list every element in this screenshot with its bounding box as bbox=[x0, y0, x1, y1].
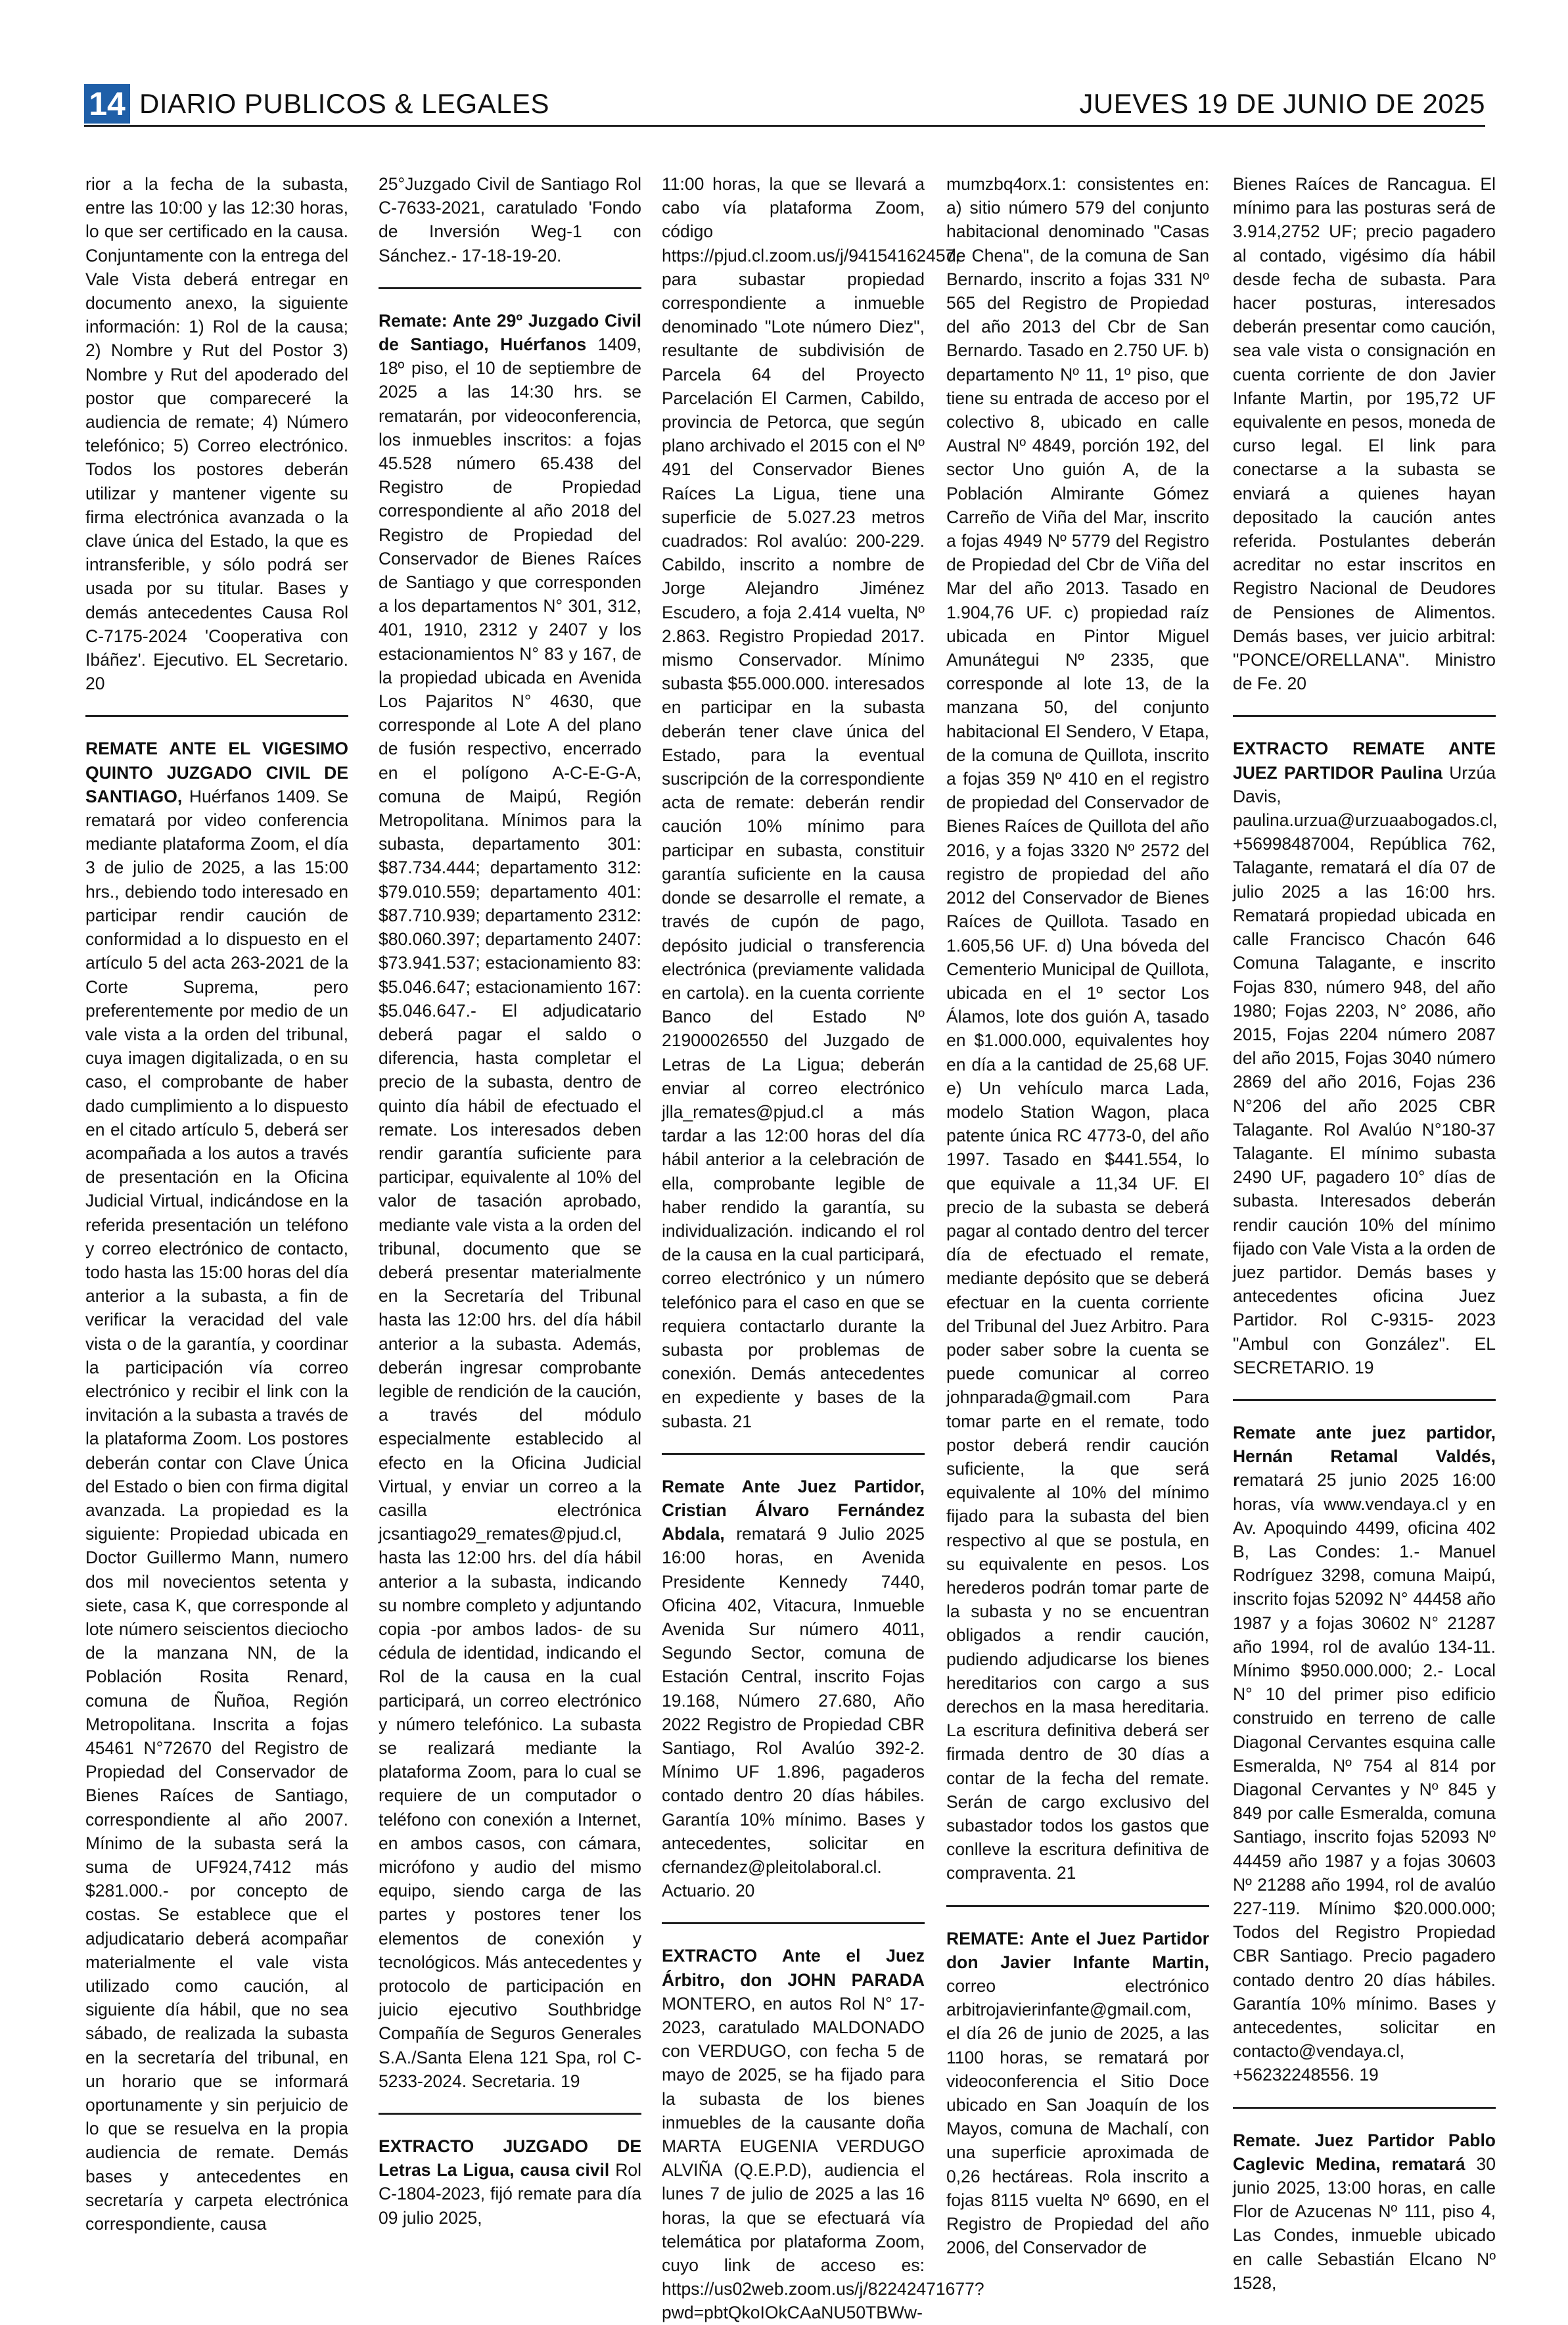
notice-text: 1409, 18º piso, el 10 de septiembre de 2025 a las 14:30 hrs. se rematarán, por videoconferencia, los inmuebles inscritos: a fojas 45.528 número 65.438 del Registro de Propiedad correspondiente al año 2018 del Registro de Propiedad del Conservador de Bienes Raíces de Santiago y que corresponden a los departamentos N° 301, 312, 401, 1910, 2312 y 2407 y los estacionamientos N° 83 y 167, de la propiedad ubicada en Avenida Los Pajaritos N° 4630, que corresponde al Lote A del plano de fusión respectivo, encerrado en el polígono A-C-E-G-A, comuna de Maipú, Región Metropolitana. Mínimos para la subasta, departamento 301: $87.734.444; departamento 312: $79.010.559; departamento 401: $87.710.939; departamento 2312: $80.060.397; departamento 2407: $73.941.537; estacionamiento 83: $5.046.647; estacionamiento 167: $5.046.647.- El adjudicatario deberá pagar el saldo o diferencia, hasta completar el precio de la subasta, dentro de quinto día hábil de efectuado el remate. Los interesados deben rendir garantía suficiente para participar, equivalente al 10% del valor de tasación aprobado, mediante vale vista a la orden del tribunal, documento que se deberá presentar materialmente en la Secretaría del Tribunal hasta las 12:00 hrs. del día hábil anterior a la subasta. Además, deberán ingresar comprobante legible de rendición de la caución, a través del módulo especialmente establecido al efecto en la Oficina Judicial Virtual, y enviar un correo a la casilla electrónica jcsantiago29_remates@pjud.cl, hasta las 12:00 hrs. del día hábil anterior a la subasta, indicando su nombre completo y adjuntando copia -por ambos lados- de su cédula de identidad, indicando el Rol de la causa en la cual participará, un correo electrónico y número telefónico. La subasta se realizará mediante la plataforma Zoom, para lo cual se requiere de un computador o teléfono con conexión a Internet, en ambos casos, con cámara, micrófono y audio del mismo equipo, siendo carga de las partes y postores tener los elementos de conexión y tecnológicos. Más antecedentes y protocolo de participación en juicio ejecutivo Southbridge Compañía de Seguros Generales S.A./Santa Elena 121 Spa, rol C-5233-2024. Secretaria. 19 bbox=[379, 334, 641, 2091]
notice bbox=[379, 2134, 641, 2230]
notice bbox=[1233, 737, 1496, 1379]
notice-divider bbox=[379, 2113, 641, 2115]
notice-divider bbox=[85, 715, 348, 717]
notice-text: Rol C-1804-2023, fijó remate para día 09 julio 2025, bbox=[379, 2160, 641, 2228]
notice-text: correo electrónico arbitrojavierinfante@gmail.com, el día 26 de junio de 2025, a las 1100 horas, se rematará por videoconferencia el Sitio Doce ubicado en San Joaquín de los Mayos, comuna de Machalí, con una superficie aproximada de 0,26 hectáreas. Rola inscrito a fojas 8115 vuelta Nº 6690, en el Registro de Propiedad del año 2006, del Conservador de bbox=[946, 1976, 1209, 2258]
notice-heading: Remate: Ante 29º Juzgado Civil de Santiago, Huérfanos bbox=[379, 310, 641, 355]
column-3 bbox=[662, 172, 984, 2323]
notice-heading: Remate. Juez Partidor Pablo Caglevic Medina, rematará bbox=[1233, 2130, 1496, 2174]
column-5 bbox=[1233, 172, 1498, 2293]
notice-heading: Remate Ante Juez Partidor, Cristian Álvaro Fernández Abdala, bbox=[662, 1476, 925, 1544]
notice-heading: REMATE: Ante el Juez Partidor don Javier Infante Martin, bbox=[946, 1928, 1209, 1972]
notice bbox=[662, 1475, 925, 1903]
notice bbox=[662, 1944, 984, 2324]
column-1 bbox=[85, 172, 348, 2279]
notice-text: rematará 9 Julio 2025 16:00 horas, en Avenida Presidente Kennedy 7440, Oficina 402, Vitacura, Inmueble Avenida Sur número 4011, Segundo Sector, comuna de Estación Central, inscrito Fojas 19.168, Número 27.680, Año 2022 Registro de Propiedad CBR Santiago, Rol Avalúo 392-2. Mínimo UF 1.896, pagaderos contado dentro 20 días hábiles. Garantía 10% mínimo. Bases y antecedentes, solicitar en cfernandez@pleitolaboral.cl. Actuario. 20 bbox=[662, 1524, 925, 1901]
notice bbox=[1233, 1421, 1496, 2087]
notice-text: 11:00 horas, la que se llevará a cabo vía plataforma Zoom, código https://pjud.cl.zoom.us/j/94154162457, para subastar propiedad correspondiente a inmueble denominado "Lote número Diez", resultante de subdivisión de Parcela 64 del Proyecto Parcelación El Carmen, Cabildo, provincia de Petorca, que según plano archivado el 2015 con el Nº 491 del Conservador Bienes Raíces La Ligua, tiene una superficie de 5.027.23 metros cuadrados: Rol avalúo: 200-229. Cabildo, inscrito a nombre de Jorge Alejandro Jiménez Escudero, a foja 2.414 vuelta, Nº 2.863. Registro Propiedad 2017. mismo Conservador. Mínimo subasta $55.000.000. interesados en participar en la subasta deberán tener clave única del Estado, para la eventual suscripción de la correspondiente acta de remate: deberán rendir caución 10% mínimo para participar en subasta, constituir garantía suficiente en la causa donde se desarrolle el remate, a través de cupón de pago, depósito judicial o transferencia electrónica (previamente validada en cartola). en la cuenta corriente Banco del Estado Nº 21900026550 del Juzgado de Letras de La Ligua; deberán enviar al correo electrónico jlla_remates@pjud.cl a más tardar a las 12:00 horas del día hábil anterior a la celebración de ella, comprobante legible de haber rendido la garantía, su individualización. indicando el rol de la causa en la cual participará, correo electrónico y un número telefónico para el caso en que se requiera contactarlo durante la subasta por problemas de conexión. Demás antecedentes en expediente y bases de la subasta. 21 bbox=[662, 174, 960, 1431]
notice-text: MONTERO, en autos Rol N° 17-2023, caratulado MALDONADO con VERDUGO, con fecha 5 de mayo de 2025, se ha fijado para la subasta de los bienes inmuebles de la causante doña MARTA EUGENIA VERDUGO ALVIÑA (Q.E.P.D), audiencia el lunes 7 de julio de 2025 a las 16 horas, la que se efectuará vía telemática por plataforma Zoom, cuyo link de acceso es: https://us02web.zoom.us/j/82242471677?pwd=pbtQkoIOkCAaNU50TBWw- bbox=[662, 1993, 984, 2323]
notice-divider bbox=[946, 1905, 1209, 1907]
notice-text: 30 junio 2025, 13:00 horas, en calle Flor de Azucenas Nº 111, piso 4, Las Condes, inmueble ubicado en calle Sebastián Elcano Nº 1528, bbox=[1233, 2153, 1496, 2293]
publication-name: DIARIO PUBLICOS & LEGALES bbox=[139, 88, 550, 119]
notice-heading: EXTRACTO Ante el Juez Árbitro, don JOHN PARADA bbox=[662, 1946, 925, 1990]
notice bbox=[379, 309, 641, 2093]
notice-text: Bienes Raíces de Rancagua. El mínimo para las posturas será de 3.914,2752 UF; precio pagadero al contado, vigésimo día hábil desde fecha de subasta. Para hacer posturas, interesados deberán presentar como caución, sea vale vista o consignación en cuenta corriente de don Javier Infante Martin, por 195,72 UF equivalente en pesos, moneda de curso legal. El link para conectarse a la subasta se enviará a quienes hayan depositado la caución antes referida. Postulantes deberán acreditar no estar inscritos en Registro Nacional de Deudores de Pensiones de Alimentos. Demás bases, ver juicio arbitral: "PONCE/ORELLANA". Ministro de Fe. 20 bbox=[1233, 174, 1496, 694]
notice-divider bbox=[1233, 715, 1496, 717]
notice-divider bbox=[379, 287, 641, 289]
notice-divider bbox=[662, 1453, 925, 1455]
page-number: 14 bbox=[84, 84, 130, 124]
column-4 bbox=[946, 172, 1209, 2279]
notice bbox=[946, 1927, 1209, 2260]
notice-text: mumzbq4orx.1: consistentes en: a) sitio número 579 del conjunto habitacional denominado "Casas de Chena", de la comuna de San Bernardo, inscrito a fojas 331 Nº 565 del Registro de Propiedad del año 2013 del Cbr de San Bernardo. Tasado en 2.750 UF. b) departamento Nº 11, 1º piso, que tiene su entrada de acceso por el colectivo 8, ubicado en calle Austral Nº 4849, porción 192, del sector Uno guión A, de la Población Almirante Gómez Carreño de Viña del Mar, inscrito a fojas 4949 Nº 5779 del Registro de Propiedad del Cbr de Viña del Mar del año 2013. Tasado en 1.904,76 UF. c) propiedad raíz ubicada en Pintor Miguel Amunátegui Nº 2335, que corresponde al lote 13, de la manzana 50, del conjunto habitacional El Sendero, V Etapa, de la comuna de Quillota, inscrito a fojas 359 Nº 410 en el registro de propiedad del Conservador de Bienes Raíces de Quillota del año 2016, y a fojas 3320 Nº 2572 del registro de propiedad del año 2012 del Conservador de Bienes Raíces de Quillota. Tasado en 1.605,56 UF. d) Una bóveda del Cementerio Municipal de Quillota, ubicada en el 1º sector Los Álamos, lote dos guión A, tasado en $1.000.000, equivalentes hoy en día a la cantidad de 25,68 UF. e) Un vehículo marca Lada, modelo Station Wagon, placa patente única RC 4773-0, del año 1997. Tasado en $441.554, lo que equivale a 11,34 UF. El precio de la subasta se deberá pagar al contado dentro del tercer día de efectuado el remate, mediante depósito que se deberá efectuar en la cuenta corriente del Tribunal del Juez Arbitro. Para poder saber sobre la cuenta se puede comunicar al correo johnparada@gmail.com Para tomar parte en el remate, todo postor deberá rendir caución suficiente, la que será equivalente al 10% del mínimo fijado para la subasta del bien respectivo al que se postula, en su equivalente en pesos. Los herederos podrán tomar parte de la subasta y no se encuentran obligados a rendir caución, pudiendo adjudicarse los bienes hereditarios con cargo a sus derechos en la masa hereditaria. La escritura definitiva deberá ser firmada dentro de 30 días a contar de la fecha del remate. Serán de cargo exclusivo del subastador todos los gastos que conlleve la escritura definitiva de compraventa. 21 bbox=[946, 174, 1209, 1883]
notice-text: 25°Juzgado Civil de Santiago Rol C-7633-2021, caratulado 'Fondo de Inversión Weg-1 con Sánchez.- 17-18-19-20. bbox=[379, 174, 641, 265]
notice-divider bbox=[1233, 1399, 1496, 1401]
notice-heading: Remate ante juez partidor, Hernán Retamal Valdés, r bbox=[1233, 1422, 1496, 1490]
notice-heading: EXTRACTO JUZGADO DE Letras La Ligua, causa civil bbox=[379, 2136, 641, 2180]
notice bbox=[85, 737, 348, 2236]
notice-text: Huérfanos 1409. Se rematará por video conferencia mediante plataforma Zoom, el día 3 de julio de 2025, a las 15:00 hrs., debiendo todo interesado en participar rendir caución de conformidad a lo dispuesto en el artículo 5 del acta 263-2021 de la Corte Suprema, pero preferentemente por medio de un vale vista a la orden del tribunal, cuya imagen digitalizada, o en su caso, el comprobante de haber dado cumplimiento a lo dispuesto en el citado artículo 5, deberá ser acompañada a los autos a través de presentación en la Oficina Judicial Virtual, indicándose en la referida presentación un teléfono y correo electrónico de contacto, todo hasta las 15:00 horas del día anterior a la subasta, a fin de verificar la veracidad del vale vista o de la garantía, y coordinar la participación vía correo electrónico y recibir el link con la invitación a la subasta a través de la plataforma Zoom. Los postores deberán contar con Clave Única del Estado o bien con firma digital avanzada. La propiedad es la siguiente: Propiedad ubicada en Doctor Guillermo Mann, numero dos mil novecientos setenta y siete, casa K, que corresponde al lote número seiscientos dieciocho de la manzana NN, de la Población Rosita Renard, comuna de Ñuñoa, Región Metropolitana. Inscrita a fojas 45461 N°72670 del Registro de Propiedad del Conservador de Bienes Raíces de Santiago, correspondiente al año 2007. Mínimo de la subasta será la suma de UF924,7412 más $281.000.- por concepto de costas. Se establece que el adjudicatario deberá acompañar materialmente el vale vista utilizado como caución, al siguiente día hábil, que no sea sábado, de realizada la subasta en la secretaría del tribunal, en un horario que se informará oportunamente y sin perjuicio de lo que se resuelva en la propia audiencia de remate. Demás bases y antecedentes en secretaría y carpeta electrónica correspondiente, causa bbox=[85, 786, 348, 2234]
notice-text: rior a la fecha de la subasta, entre las 10:00 y las 12:30 horas, lo que ser certificado en la causa. Conjuntamente con la entrega del Vale Vista deberá entregar en documento anexo, la siguiente información: 1) Rol de la causa; 2) Nombre y Rut del Postor 3) Nombre y Rut del apoderado del postor que compareceré la audiencia de remate; 4) Número telefónico; 5) Correo electrónico. Todos los postores deberán utilizar y mantener vigente su firma electrónica avanzada o la clave única del Estado, la que es intransferible, y sólo podrá ser usada por su titular. Bases y demás antecedentes Causa Rol C-7175-2024 'Cooperativa con Ibáñez'. Ejecutivo. EL Secretario. 20 bbox=[85, 174, 348, 694]
notice-heading: REMATE ANTE EL VIGESIMO QUINTO JUZGADO CIVIL DE SANTIAGO, bbox=[85, 739, 348, 806]
publication-date: JUEVES 19 DE JUNIO DE 2025 bbox=[1079, 88, 1485, 119]
column-2 bbox=[379, 172, 641, 2279]
notice-divider bbox=[662, 1922, 925, 1924]
notice bbox=[1233, 2129, 1496, 2295]
notice-text: ematará 25 junio 2025 16:00 horas, vía www.vendaya.cl y en Av. Apoquindo 4499, oficina 402 B, Las Condes: 1.- Manuel Rodríguez 3298, comuna Maipú, inscrito fojas 52092 N° 44458 año 1987 y a fojas 30602 N° 21287 año 1994, rol de avalúo 134-11. Mínimo $950.000.000; 2.- Local N° 10 del primer piso edificio construido en terreno de calle Diagonal Cervantes esquina calle Esmeralda, Nº 754 al 814 por Diagonal Cervantes y Nº 845 y 849 por calle Esmeralda, comuna Santiago, inscrito fojas 52093 Nº 44459 año 1987 y a fojas 30603 Nº 21288 año 1994, rol de avalúo 227-119. Mínimo $20.000.000; Todos del Registro Propiedad CBR Santiago. Precio pagadero contado dentro 20 días hábiles. Garantía 10% mínimo. Bases y antecedentes, solicitar en contacto@vendaya.cl, +56232248556. 19 bbox=[1233, 1470, 1496, 2085]
page-header bbox=[84, 84, 1485, 127]
notice-text: Urzúa Davis, paulina.urzua@urzuaabogados.cl, +56998487004, República 762, Talagante, rematará el día 07 de julio 2025 a las 16:00 hrs. Rematará propiedad ubicada en calle Francisco Chacón 646 Comuna Talagante, e inscrito Fojas 830, número 948, del año 1980; Fojas 2203, N° 2086, año 2015, Fojas 2204 número 2087 del año 2015, Fojas 3040 número 2869 del año 2016, Fojas 236 N°206 del año 2025 CBR Talagante. Rol Avalúo N°180-37 Talagante. El mínimo subasta 2490 UF, pagadero 10° días de subasta. Interesados deberán rendir caución 10% del mínimo fijado con Vale Vista a la orden de juez partidor. Demás bases y antecedentes oficina Juez Partidor. Rol C-9315- 2023 "Ambul con González". EL SECRETARIO. 19 bbox=[1233, 762, 1498, 1377]
notice-divider bbox=[1233, 2107, 1496, 2109]
notice-heading: EXTRACTO REMATE ANTE JUEZ PARTIDOR Paulina bbox=[1233, 739, 1496, 783]
